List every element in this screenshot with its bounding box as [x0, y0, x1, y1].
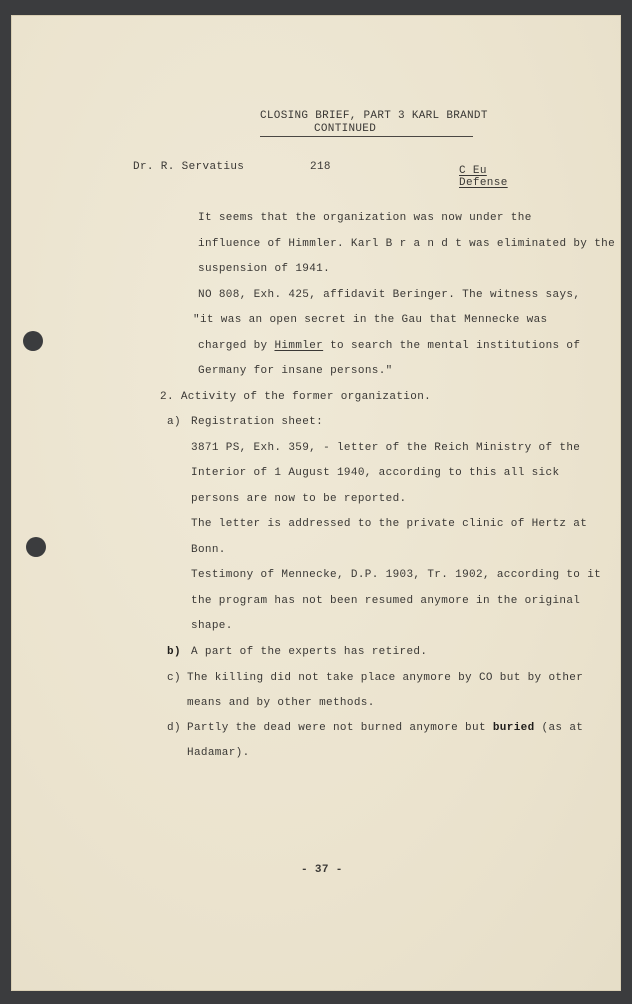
- body-line: persons are now to be reported.: [191, 493, 407, 505]
- punch-hole-top: [23, 331, 43, 351]
- body-line: Hadamar).: [187, 747, 250, 759]
- body-line: A part of the experts has retired.: [191, 646, 428, 658]
- section-label: Defense: [459, 177, 508, 189]
- item-marker-d: d): [167, 722, 181, 734]
- text-span: to search the mental institutions of: [330, 340, 581, 352]
- document-number: 218: [310, 161, 331, 173]
- punch-hole-bottom: [26, 537, 46, 557]
- text-span: Partly the dead were not burned anymore but: [187, 722, 486, 734]
- document-page: [12, 16, 620, 990]
- item-marker-c: c): [167, 672, 181, 684]
- body-line: Interior of 1 August 1940, according to this all sick: [191, 467, 560, 479]
- body-line: the program has not been resumed anymore in the original: [191, 595, 581, 607]
- item-label: Registration sheet:: [191, 416, 324, 428]
- text-span: charged by: [198, 340, 268, 352]
- document-subtitle: CONTINUED: [314, 123, 377, 135]
- title-rule: [260, 136, 473, 137]
- body-line: shape.: [191, 620, 233, 632]
- author-name: Dr. R. Servatius: [133, 161, 245, 173]
- body-line: Testimony of Mennecke, D.P. 1903, Tr. 1902, according to it: [191, 569, 602, 581]
- body-line: It seems that the organization was now under the: [198, 212, 532, 224]
- body-line: suspension of 1941.: [198, 263, 331, 275]
- page-number: - 37 -: [301, 864, 343, 876]
- body-line: The killing did not take place anymore by CO but by other: [187, 672, 584, 684]
- item-marker-b: b): [167, 646, 181, 658]
- body-line: means and by other methods.: [187, 697, 375, 709]
- body-line: The letter is addressed to the private clinic of Hertz at: [191, 518, 588, 530]
- body-line: 3871 PS, Exh. 359, - letter of the Reich Ministry of the: [191, 442, 581, 454]
- body-line: "it was an open secret in the Gau that Mennecke was: [193, 314, 548, 326]
- body-line: NO 808, Exh. 425, affidavit Beringer. The witness says,: [198, 289, 581, 301]
- underlined-name: Himmler: [274, 340, 324, 352]
- body-line: [198, 340, 580, 352]
- body-line: [187, 722, 583, 734]
- section-heading: 2. Activity of the former organization.: [160, 391, 432, 403]
- item-marker-a: a): [167, 416, 181, 428]
- overtyped-word: buried: [492, 722, 535, 734]
- document-title: CLOSING BRIEF, PART 3 KARL BRANDT: [260, 110, 488, 122]
- case-code: C Eu: [459, 165, 487, 177]
- body-line: Bonn.: [191, 544, 226, 556]
- body-line: Germany for insane persons.": [198, 365, 393, 377]
- text-span: (as at: [534, 722, 584, 734]
- body-line: influence of Himmler. Karl B r a n d t was eliminated by the: [198, 238, 616, 250]
